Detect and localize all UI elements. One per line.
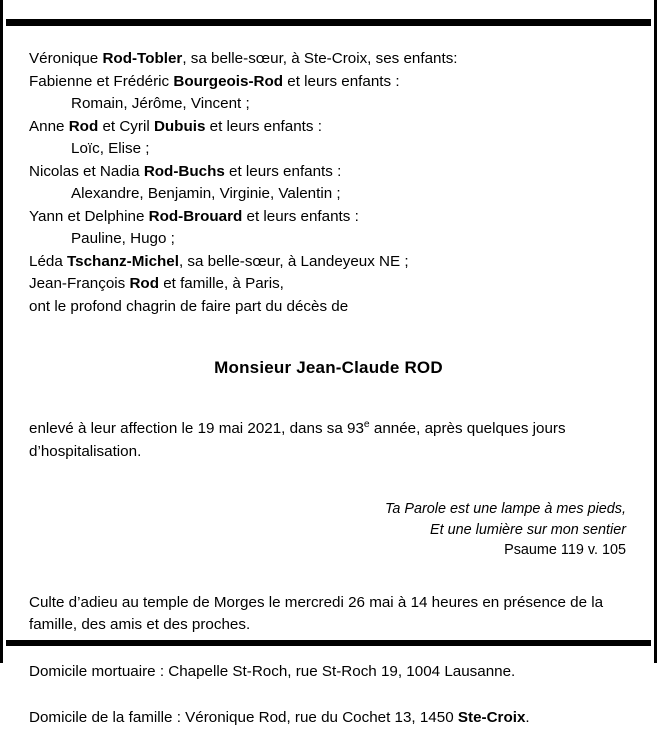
family-line bbox=[29, 161, 628, 184]
family-text: Loïc, Elise ; bbox=[71, 140, 150, 157]
family-text: Romain, Jérôme, Vincent ; bbox=[71, 95, 250, 112]
death-announcement bbox=[29, 418, 628, 463]
family-line bbox=[29, 273, 628, 296]
family-name: Rod-Buchs bbox=[143, 162, 225, 180]
verse-line-1: Ta Parole est une lampe à mes pieds, bbox=[384, 501, 626, 517]
family-text: et leurs enfants : bbox=[205, 117, 322, 135]
death-announcement-after: année, après quelques jours d’hospitalisation. bbox=[29, 420, 566, 460]
family-text: et leurs enfants : bbox=[283, 72, 400, 90]
family-line bbox=[29, 206, 628, 229]
service-info: Culte d’adieu au temple de Morges le mercredi 26 mai à 14 heures en présence de la famille, des amis et des proches. bbox=[29, 593, 604, 633]
family-name: Rod-Brouard bbox=[148, 207, 243, 225]
notice-content bbox=[3, 26, 654, 726]
family-address bbox=[29, 707, 628, 730]
family-name: Rod bbox=[129, 275, 159, 292]
family-text: , sa belle-sœur, à Landeyeux NE ; bbox=[178, 252, 409, 270]
family-address-after: . bbox=[525, 709, 530, 726]
family-text: Anne bbox=[29, 117, 69, 135]
family-text: Jean-François bbox=[29, 275, 130, 292]
family-line bbox=[29, 228, 628, 251]
family-text: et famille, à Paris, bbox=[158, 275, 284, 292]
family-text: Alexandre, Benjamin, Virginie, Valentin ; bbox=[71, 185, 341, 202]
family-text: et leurs enfants : bbox=[224, 162, 342, 180]
family-text: ont le profond chagrin de faire part du décès de bbox=[29, 297, 349, 315]
family-line bbox=[29, 116, 628, 139]
family-text: Nicolas et Nadia bbox=[29, 162, 144, 180]
death-announcement-before: enlevé à leur affection le 19 mai 2021, dans sa 93 bbox=[29, 420, 364, 437]
family-address-before: Domicile de la famille : Véronique Rod, rue du Cochet 13, 1450 bbox=[29, 709, 458, 726]
family-line bbox=[29, 183, 628, 206]
deceased-name: Monsieur Jean-Claude ROD bbox=[214, 358, 443, 377]
family-line bbox=[29, 71, 628, 94]
family-list bbox=[29, 48, 628, 318]
family-text: et Cyril bbox=[98, 117, 154, 135]
family-name: Bourgeois-Rod bbox=[173, 72, 284, 90]
family-line bbox=[29, 93, 628, 116]
family-text: Fabienne et Frédéric bbox=[29, 72, 174, 90]
family-text: Pauline, Hugo ; bbox=[71, 230, 175, 247]
family-address-town: Ste-Croix bbox=[457, 709, 526, 726]
mortuary-address: Domicile mortuaire : Chapelle St-Roch, rue St-Roch 19, 1004 Lausanne. bbox=[29, 662, 516, 680]
top-rule bbox=[6, 19, 651, 26]
bottom-rule bbox=[6, 640, 651, 646]
family-name: Rod bbox=[68, 117, 99, 135]
family-text: , sa belle-sœur, à Ste-Croix, ses enfants: bbox=[182, 50, 458, 67]
verse-reference: Psaume 119 v. 105 bbox=[504, 542, 626, 558]
family-text: Yann et Delphine bbox=[29, 207, 149, 225]
ordinal-suffix: e bbox=[363, 418, 370, 430]
family-line bbox=[29, 251, 628, 274]
verse-line-2: Et une lumière sur mon sentier bbox=[430, 521, 626, 538]
family-name: Tschanz-Michel bbox=[67, 252, 179, 270]
family-text: Léda bbox=[29, 252, 68, 270]
family-line bbox=[29, 48, 628, 71]
family-line bbox=[29, 296, 628, 319]
family-text: Véronique bbox=[29, 50, 103, 67]
family-line bbox=[29, 138, 628, 161]
family-text: et leurs enfants : bbox=[242, 207, 359, 225]
scripture-verse bbox=[29, 499, 628, 561]
family-name: Rod-Tobler bbox=[102, 50, 183, 67]
family-name: Dubuis bbox=[153, 117, 206, 135]
